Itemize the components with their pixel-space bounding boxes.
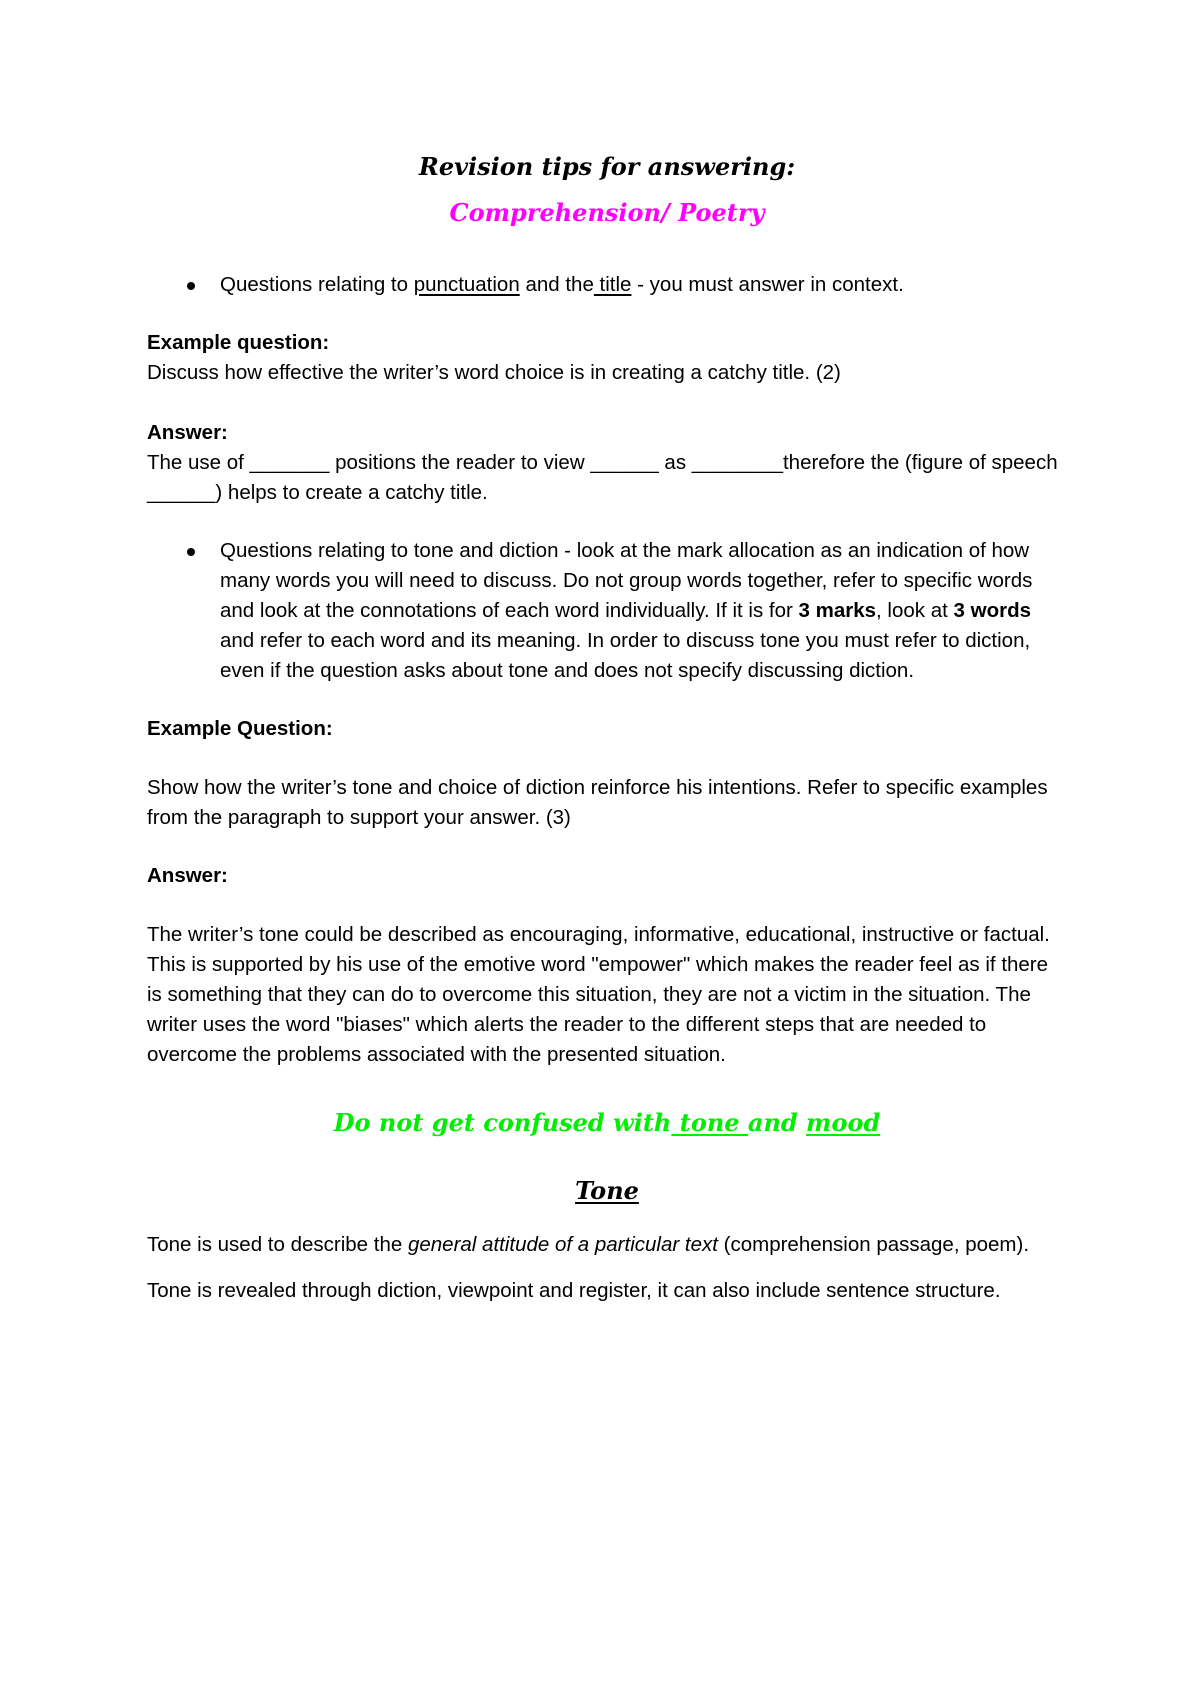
bullet-text bbox=[220, 270, 1067, 300]
example-question-heading: Example Question: bbox=[147, 717, 333, 740]
bold-term-3-words: 3 words bbox=[953, 599, 1031, 622]
callout-text-part: Do not get confused with bbox=[333, 1108, 672, 1137]
answer-text: The writer’s tone could be described as encouraging, informative, educational, instructive or factual. This is supported by his use of the emotive word "empower" which makes the reader feel as if there is something that they can do to overcome this situation, they are not a victim in the situation. The writer uses the word "biases" which alerts the reader to the different steps that are needed to overcome the problems associated with the presented situation. bbox=[147, 923, 1050, 1066]
bullet-text-part: - you must answer in context. bbox=[631, 273, 904, 296]
bullet-item-tone-diction bbox=[147, 536, 1067, 686]
answer-heading: Answer: bbox=[147, 421, 228, 444]
bullet-text-part: Questions relating to bbox=[220, 273, 414, 296]
example-question-heading: Example question: bbox=[147, 331, 330, 354]
tone-revealed-paragraph: Tone is revealed through diction, viewpoint and register, it can also include sentence structure. bbox=[147, 1279, 1001, 1302]
bold-term-3-marks: 3 marks bbox=[798, 599, 877, 622]
callout-text-part: and bbox=[747, 1108, 807, 1137]
page-title: Revision tips for answering: bbox=[418, 152, 796, 181]
tone-text-part: Tone is used to describe the bbox=[147, 1233, 408, 1256]
bullet-text-part: Questions relating to tone and diction - look at the mark allocation as an indication of how many words you will need to discuss. Do not group words together, refer to specific words and look at the connotations of each word individually. If it is for bbox=[220, 539, 1033, 622]
answer-block-2 bbox=[147, 861, 1067, 1070]
bullet-item-punctuation bbox=[147, 270, 1067, 300]
underlined-term-mood: mood bbox=[806, 1108, 881, 1137]
tone-section-heading bbox=[147, 1174, 1067, 1208]
underlined-term-title: title bbox=[593, 273, 632, 296]
answer-text: The use of _______ positions the reader to view ______ as ________therefore the (figure of speech ______) helps to create a catchy title. bbox=[147, 451, 1058, 504]
italic-phrase: general attitude of a particular text bbox=[407, 1233, 718, 1256]
bullet-icon bbox=[187, 282, 195, 290]
tone-text-part: (comprehension passage, poem). bbox=[717, 1233, 1030, 1256]
bullet-icon bbox=[187, 548, 195, 556]
example-question-text: Discuss how effective the writer’s word choice is in creating a catchy title. (2) bbox=[147, 361, 841, 384]
bullet-text-part: and the bbox=[519, 273, 594, 296]
tone-definition-paragraph bbox=[147, 1232, 1067, 1258]
underlined-term-punctuation: punctuation bbox=[413, 273, 520, 296]
page-subtitle: Comprehension/ Poetry bbox=[449, 198, 765, 227]
tone-heading-text: Tone bbox=[575, 1176, 639, 1205]
answer-heading: Answer: bbox=[147, 864, 228, 887]
tone-mood-callout bbox=[147, 1106, 1067, 1140]
underlined-term-tone: tone bbox=[671, 1108, 748, 1137]
answer-block bbox=[147, 418, 1067, 508]
bullet-text bbox=[220, 536, 1067, 686]
example-question-block bbox=[147, 328, 1067, 388]
bullet-text-part: and refer to each word and its meaning. In order to discuss tone you must refer to diction, even if the question asks about tone and does not specify discussing diction. bbox=[220, 629, 1031, 682]
bullet-text-part: , look at bbox=[876, 599, 954, 622]
document-content bbox=[147, 150, 1067, 1304]
example-question-block-2 bbox=[147, 714, 1067, 833]
example-question-text: Show how the writer’s tone and choice of diction reinforce his intentions. Refer to specific examples from the paragraph to support your answer. (3) bbox=[147, 776, 1048, 829]
